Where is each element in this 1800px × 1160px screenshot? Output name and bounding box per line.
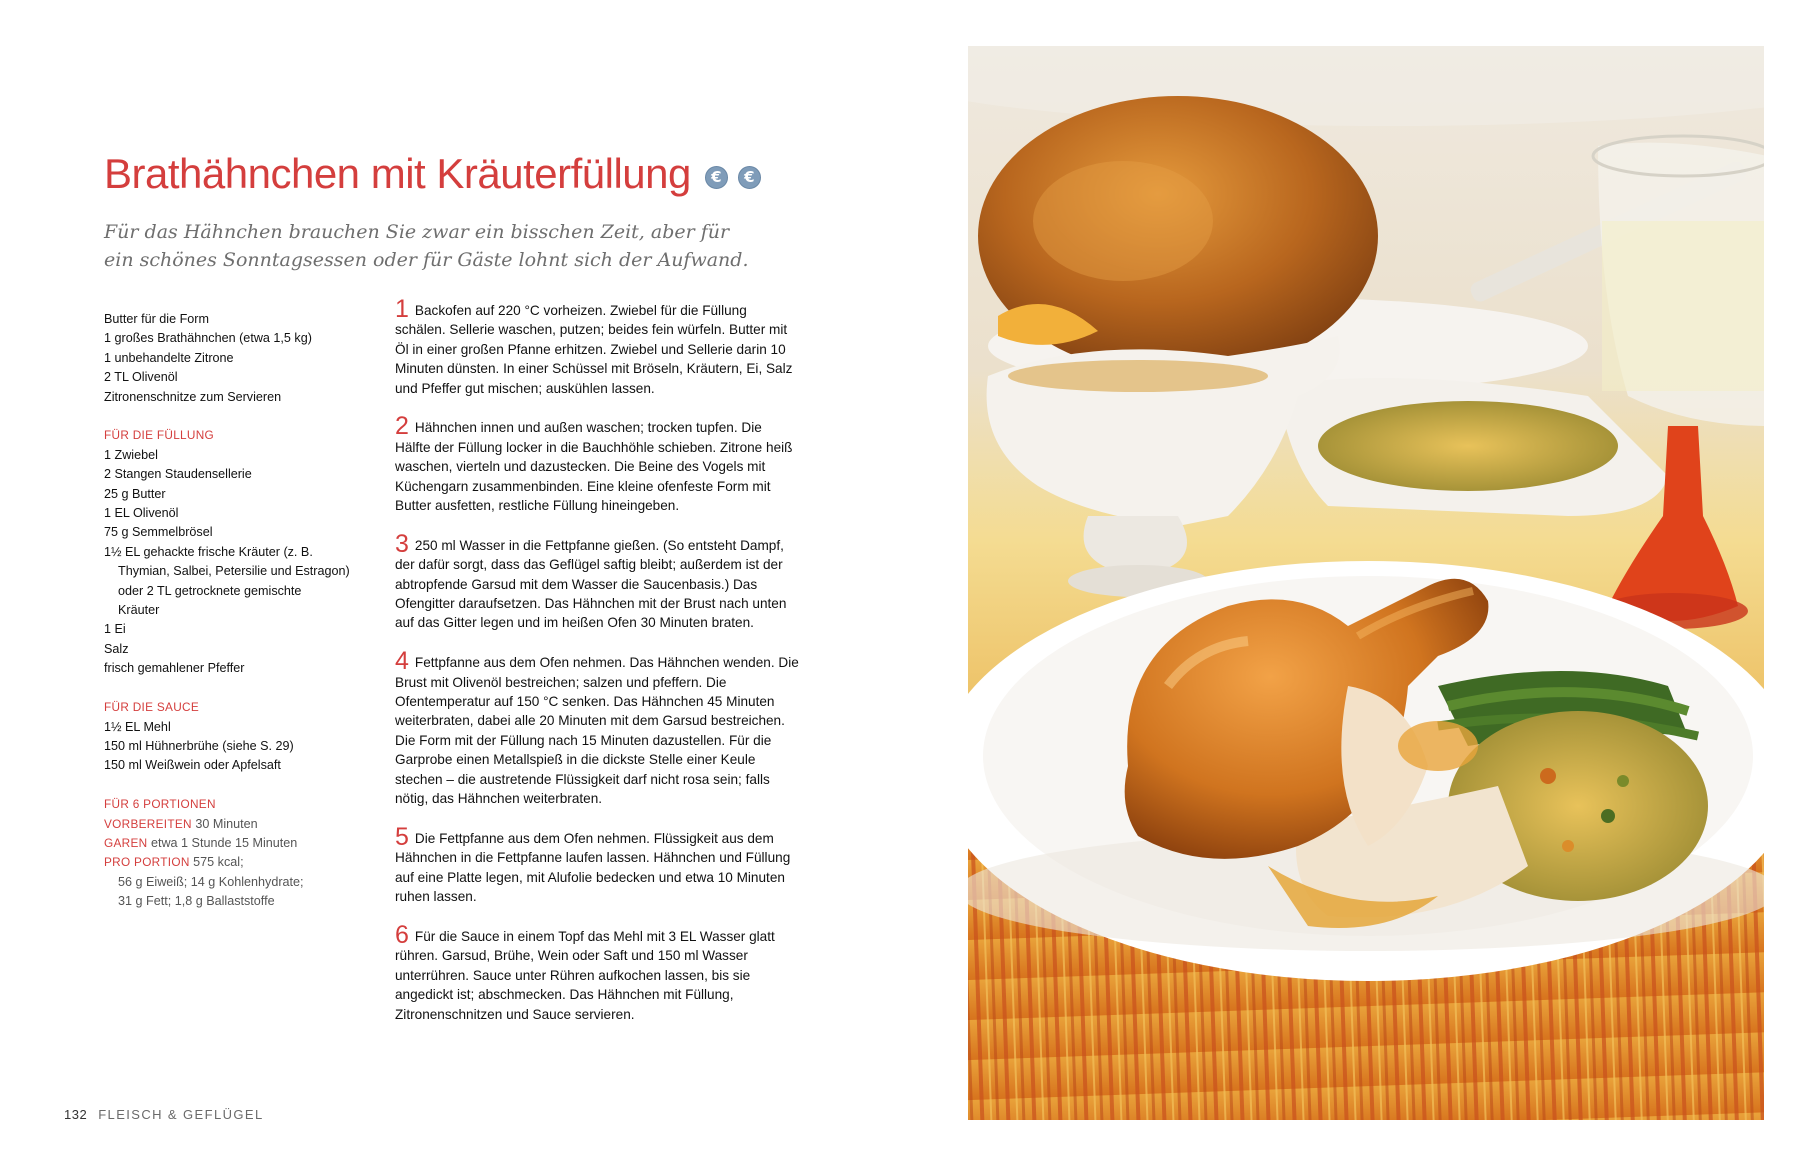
ingredient-item: frisch gemahlener Pfeffer [104, 661, 245, 676]
step [395, 412, 799, 515]
ingredient-item: 2 Stangen Staudensellerie [104, 467, 252, 482]
nutrition-line: 56 g Eiweiß; 14 g Kohlenhydrate; [118, 874, 304, 889]
roast-chicken-illustration [968, 46, 1764, 1120]
cook-time-label: GAREN [104, 835, 148, 850]
dish-photo [968, 46, 1764, 1120]
prep-time [104, 815, 384, 834]
step [395, 295, 799, 398]
step-text: Die Fettpfanne aus dem Ofen nehmen. Flüssigkeit aus dem Hähnchen in die Fettpfanne laufen lassen. Hähnchen und Füllung auf eine Platte legen, mit Alufolie bedecken und etwa 10 Minuten ruhen lassen. [395, 830, 791, 905]
step-text: Backofen auf 220 °C vorheizen. Zwiebel für die Füllung schälen. Sellerie waschen, putzen; beides fein würfeln. Butter mit Öl in einer großen Pfanne erhitzen. Zwiebel und Sellerie darin 10 Minuten dünsten. In einer Schüssel mit Bröseln, Kräutern, Ei, Salz und Pfeffer gut mischen; auskühlen lassen. [395, 303, 793, 396]
ingredient-item: 1 unbehandelte Zitrone [104, 350, 234, 365]
ingredient-item: 1 Zwiebel [104, 447, 158, 462]
step-text: Hähnchen innen und außen waschen; trocken tupfen. Die Hälfte der Füllung locker in die Bauchhöhle schieben. Zitrone heiß waschen, vierteln und dazustecken. Die Beine des Vogels mit Küchengarn zusammenbinden. Eine kleine ofenfeste Form mit Butter ausfetten, restliche Füllung hineingeben. [395, 420, 793, 514]
ingredient-item: 1 Ei [104, 622, 126, 637]
ingredient-item: 150 ml Hühnerbrühe (siehe S. 29) [104, 738, 294, 753]
prep-time-value: 30 Minuten [195, 816, 258, 831]
ingredient-item: 1 großes Brathähnchen (etwa 1,5 kg) [104, 331, 312, 346]
per-portion-label: PRO PORTION [104, 855, 190, 870]
ingredient-item: 75 g Semmelbrösel [104, 525, 213, 540]
euro-coin-icon: € [738, 166, 761, 189]
step-number: 6 [395, 920, 409, 949]
ingredient-item-continued: Thymian, Salbei, Petersilie und Estragon) [118, 564, 350, 579]
ingredient-item-continued: oder 2 TL getrocknete gemischte [118, 583, 302, 598]
ingredient-item: 1½ EL gehackte frische Kräuter (z. B. [104, 544, 313, 559]
ingredient-item-continued: Kräuter [118, 603, 160, 618]
ingredient-item: 1 EL Olivenöl [104, 506, 179, 521]
step [395, 529, 799, 633]
title-row [104, 150, 771, 198]
prep-time-label: VORBEREITEN [104, 816, 192, 831]
ingredient-item: 25 g Butter [104, 486, 166, 501]
sauce-heading: FÜR DIE SAUCE [104, 700, 200, 715]
cost-rating [705, 166, 771, 189]
step-number: 3 [395, 529, 409, 558]
ingredient-item: 150 ml Weißwein oder Apfelsaft [104, 758, 281, 773]
ingredient-item: Butter für die Form [104, 312, 209, 326]
section-name: FLEISCH & GEFLÜGEL [98, 1107, 264, 1122]
per-portion-kcal: 575 kcal; [193, 855, 244, 870]
step-text: Für die Sauce in einem Topf das Mehl mit 3 EL Wasser glatt rühren. Garsud, Brühe, Wein oder Saft und 150 ml Wasser unterrühren. Sauce unter Rühren aufkochen lassen, bis sie angedickt ist; abschmecken. Das Hähnchen mit Füllung, Zitronenschnitzen und Sauce servieren. [395, 928, 775, 1022]
ingredient-item: Zitronenschnitze zum Servieren [104, 389, 282, 404]
page-number: 132 [64, 1107, 88, 1122]
step-number: 4 [395, 647, 409, 676]
recipe-intro: Für das Hähnchen brauchen Sie zwar ein bisschen Zeit, aber für ein schönes Sonntagsessen oder für Gäste lohnt sich der Aufwand. [104, 221, 749, 271]
step-number: 1 [395, 295, 409, 323]
portions-label: FÜR 6 PORTIONEN [104, 797, 216, 812]
cook-time [104, 834, 384, 853]
step-text: Fettpfanne aus dem Ofen nehmen. Das Hähnchen wenden. Die Brust mit Olivenöl bestreichen; salzen und pfeffern. Die Ofentemperatur auf 150 °C senken. Das Hähnchen 45 Minuten weiterbraten, dabei alle 20 Minuten mit dem Garsud bestreichen. Die Form mit der Füllung nach 15 Minuten dazustellen. Für die Garprobe einen Metallspieß in die dickste Stelle einer Keule stechen – die austretende Flüssigkeit darf nicht rosa sein; falls nötig, das Hähnchen weiterbraten. [395, 655, 799, 807]
ingredient-list [104, 310, 384, 912]
recipe-title: Brathähnchen mit Kräuterfüllung [104, 150, 691, 197]
per-portion [104, 853, 384, 872]
step [395, 647, 799, 808]
cook-time-value: etwa 1 Stunde 15 Minuten [150, 835, 298, 850]
ingredient-item: 2 TL Olivenöl [104, 370, 178, 385]
preparation-steps [395, 295, 799, 1043]
step [395, 822, 799, 907]
step-number: 5 [395, 822, 409, 851]
ingredient-item: Salz [104, 641, 129, 656]
step-text: 250 ml Wasser in die Fettpfanne gießen. (So entsteht Dampf, der dafür sorgt, dass das Geflügel saftig bleibt; außerdem ist der abtropfende Garsud mit dem Wasser die Saucenbasis.) Das Ofengitter daraufsetzen. Das Hähnchen mit der Brust nach unten auf das Gitter legen und im heißen Ofen 30 Minuten braten. [395, 537, 787, 631]
euro-coin-icon: € [705, 166, 728, 189]
step [395, 920, 799, 1024]
page-footer [64, 1107, 264, 1122]
ingredient-item: 1½ EL Mehl [104, 719, 171, 734]
step-number: 2 [395, 412, 409, 441]
filling-heading: FÜR DIE FÜLLUNG [104, 428, 215, 443]
nutrition-line: 31 g Fett; 1,8 g Ballaststoffe [118, 894, 275, 909]
